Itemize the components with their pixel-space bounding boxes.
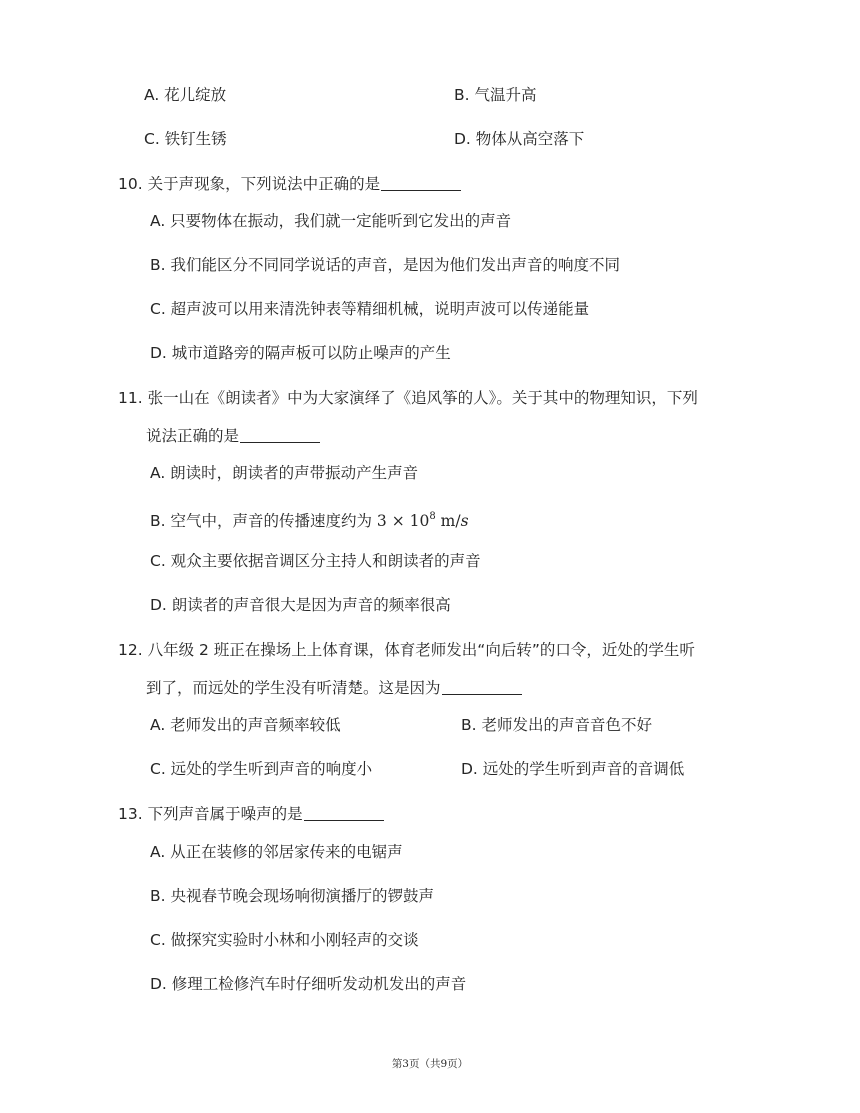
formula-exponent: 8 xyxy=(429,511,436,522)
q10-option-b: B. 我们能区分不同同学说话的声音，是因为他们发出声音的响度不同 xyxy=(150,256,620,274)
q11-stem-line2 xyxy=(146,425,320,447)
answer-blank xyxy=(240,427,320,443)
formula-unit-s: s xyxy=(460,512,469,530)
q13-option-a: A. 从正在装修的邻居家传来的电锯声 xyxy=(150,843,403,861)
q10-stem-text: 10. 关于声现象，下列说法中正确的是 xyxy=(118,175,381,193)
q12-option-a: A. 老师发出的声音频率较低 xyxy=(150,716,341,734)
q11-option-a: A. 朗读时，朗读者的声带振动产生声音 xyxy=(150,464,419,482)
q11-option-b-text: B. 空气中，声音的传播速度约为 xyxy=(150,512,377,530)
q9-option-b: B. 气温升高 xyxy=(454,86,537,104)
q12-stem-text: 到了，而远处的学生没有听清楚。这是因为 xyxy=(146,679,441,697)
q13-option-c: C. 做探究实验时小林和小刚轻声的交谈 xyxy=(150,931,419,949)
formula-coefficient: 3 × 10 xyxy=(376,512,430,530)
q9-option-a: A. 花儿绽放 xyxy=(144,86,227,104)
q11-stem-text: 说法正确的是 xyxy=(146,427,240,445)
answer-blank xyxy=(381,175,461,191)
q11-option-c: C. 观众主要依据音调区分主持人和朗读者的声音 xyxy=(150,552,481,570)
q10-option-d: D. 城市道路旁的隔声板可以防止噪声的产生 xyxy=(150,344,451,362)
q12-option-d: D. 远处的学生听到声音的音调低 xyxy=(461,760,685,778)
q10-stem xyxy=(118,173,461,195)
q10-option-c: C. 超声波可以用来清洗钟表等精细机械，说明声波可以传递能量 xyxy=(150,300,590,318)
formula-unit: m/ xyxy=(440,512,461,530)
q9-option-d: D. 物体从高空落下 xyxy=(454,130,585,148)
answer-blank xyxy=(442,679,522,695)
q11-option-d: D. 朗读者的声音很大是因为声音的频率很高 xyxy=(150,596,451,614)
speed-formula xyxy=(377,512,469,530)
q11-stem-line1: 11. 张一山在《朗读者》中为大家演绎了《追风筝的人》。关于其中的物理知识，下列 xyxy=(118,389,698,407)
q12-option-c: C. 远处的学生听到声音的响度小 xyxy=(150,760,373,778)
q13-stem-text: 13. 下列声音属于噪声的是 xyxy=(118,805,303,823)
q12-stem-line2 xyxy=(146,677,522,699)
q10-option-a: A. 只要物体在振动，我们就一定能听到它发出的声音 xyxy=(150,212,512,230)
q13-option-d: D. 修理工检修汽车时仔细听发动机发出的声音 xyxy=(150,975,467,993)
q9-option-c: C. 铁钉生锈 xyxy=(144,130,227,148)
answer-blank xyxy=(304,805,384,821)
q13-stem xyxy=(118,803,384,825)
q13-option-b: B. 央视春节晚会现场响彻演播厅的锣鼓声 xyxy=(150,887,434,905)
q11-option-b xyxy=(150,506,469,532)
q12-option-b: B. 老师发出的声音音色不好 xyxy=(461,716,652,734)
page-footer: 第3页（共9页） xyxy=(391,1058,469,1070)
q12-stem-line1: 12. 八年级 2 班正在操场上上体育课，体育老师发出“向后转”的口令，近处的学生听 xyxy=(118,641,695,659)
